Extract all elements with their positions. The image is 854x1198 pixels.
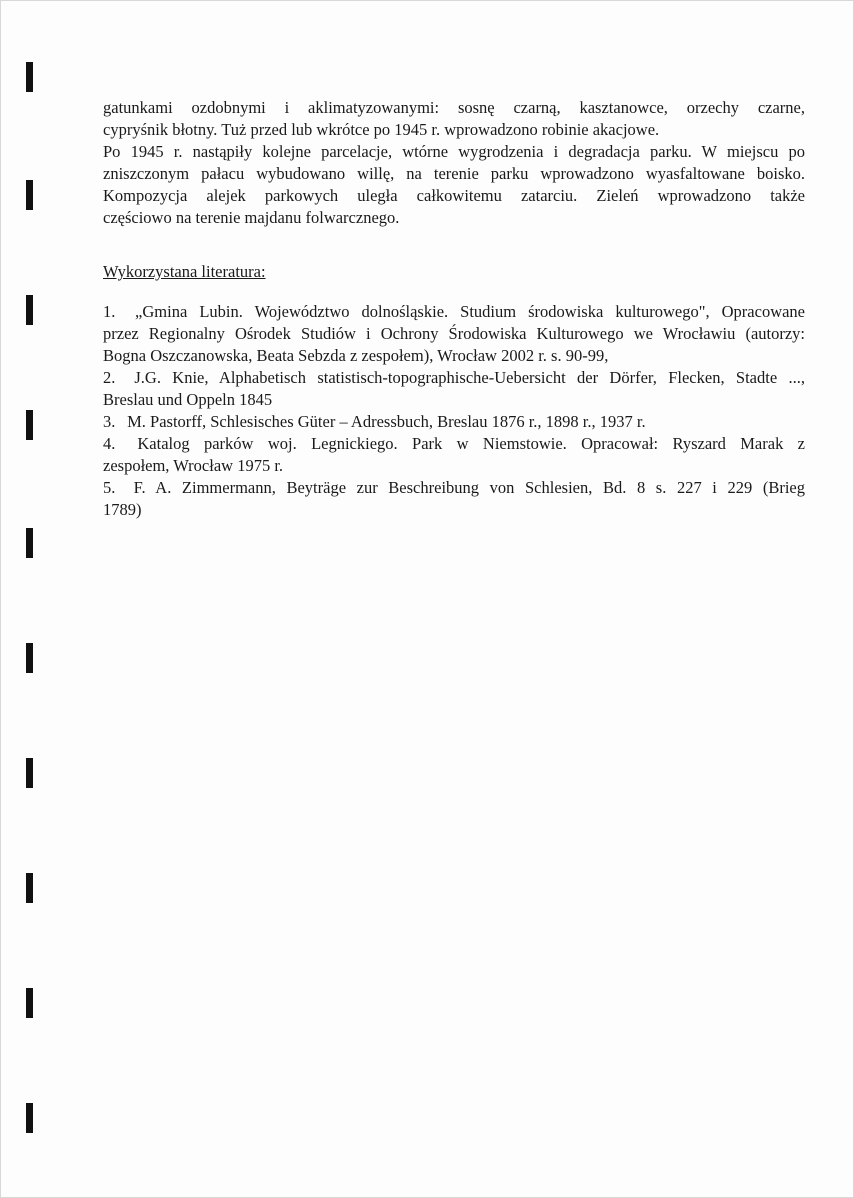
text-line: częściowo na terenie majdanu folwarcznego. [103,208,400,227]
text-line: 1789) [103,500,142,519]
punch-hole-mark [26,528,33,558]
item-text: F. A. Zimmermann, Beyträge zur Beschreibung von Schlesien, Bd. 8 s. 227 i 229 (Brieg [133,478,805,497]
punch-hole-mark [26,410,33,440]
punch-hole-mark [26,1103,33,1133]
text-line: zniszczonym pałacu wybudowano willę, na terenie parku wprowadzono wyasfaltowane boisko. [103,164,805,183]
item-number: 5. [103,478,116,497]
literature-heading: Wykorzystana literatura: [103,262,266,281]
literature-item-4 [103,433,805,455]
item-number: 2. [103,368,116,387]
punch-hole-mark [26,988,33,1018]
item-text: M. Pastorff, Schlesisches Güter – Adressbuch, Breslau 1876 r., 1898 r., 1937 r. [127,412,646,431]
text-line: Kompozycja alejek parkowych uległa całkowitemu zatarciu. Zieleń wprowadzono także [103,186,805,205]
text-line: gatunkami ozdobnymi i aklimatyzowanymi: sosnę czarną, kasztanowce, orzechy czarne, [103,98,805,117]
text-line: Bogna Oszczanowska, Beata Sebzda z zespołem), Wrocław 2002 r. s. 90-99, [103,346,609,365]
text-line: Breslau und Oppeln 1845 [103,390,273,409]
item-text: J.G. Knie, Alphabetisch statistisch-topographische-Uebersicht der Dörfer, Flecken, Stadte ..., [134,368,806,387]
literature-item-3 [103,411,805,433]
item-number: 3. [103,412,116,431]
literature-item-5 [103,477,805,499]
punch-hole-mark [26,758,33,788]
text-line: cypryśnik błotny. Tuż przed lub wkrótce po 1945 r. wprowadzono robinie akacjowe. [103,120,660,139]
text-line: Po 1945 r. nastąpiły kolejne parcelacje, wtórne wygrodzenia i degradacja parku. W miejscu po [103,142,805,161]
punch-hole-mark [26,873,33,903]
item-text: „Gmina Lubin. Województwo dolnośląskie. Studium środowiska kulturowego", Opracowane [135,302,806,321]
item-text: Katalog parków woj. Legnickiego. Park w Niemstowie. Opracował: Ryszard Marak z [137,434,806,453]
literature-item-1 [103,301,805,323]
punch-hole-mark [26,295,33,325]
punch-hole-mark [26,643,33,673]
literature-item-2 [103,367,805,389]
punch-hole-mark [26,180,33,210]
item-number: 4. [103,434,116,453]
text-line: przez Regionalny Ośrodek Studiów i Ochrony Środowiska Kulturowego we Wrocławiu (autorzy: [103,324,805,343]
item-number: 1. [103,302,116,321]
punch-hole-mark [26,62,33,92]
text-line: zespołem, Wrocław 1975 r. [103,456,284,475]
